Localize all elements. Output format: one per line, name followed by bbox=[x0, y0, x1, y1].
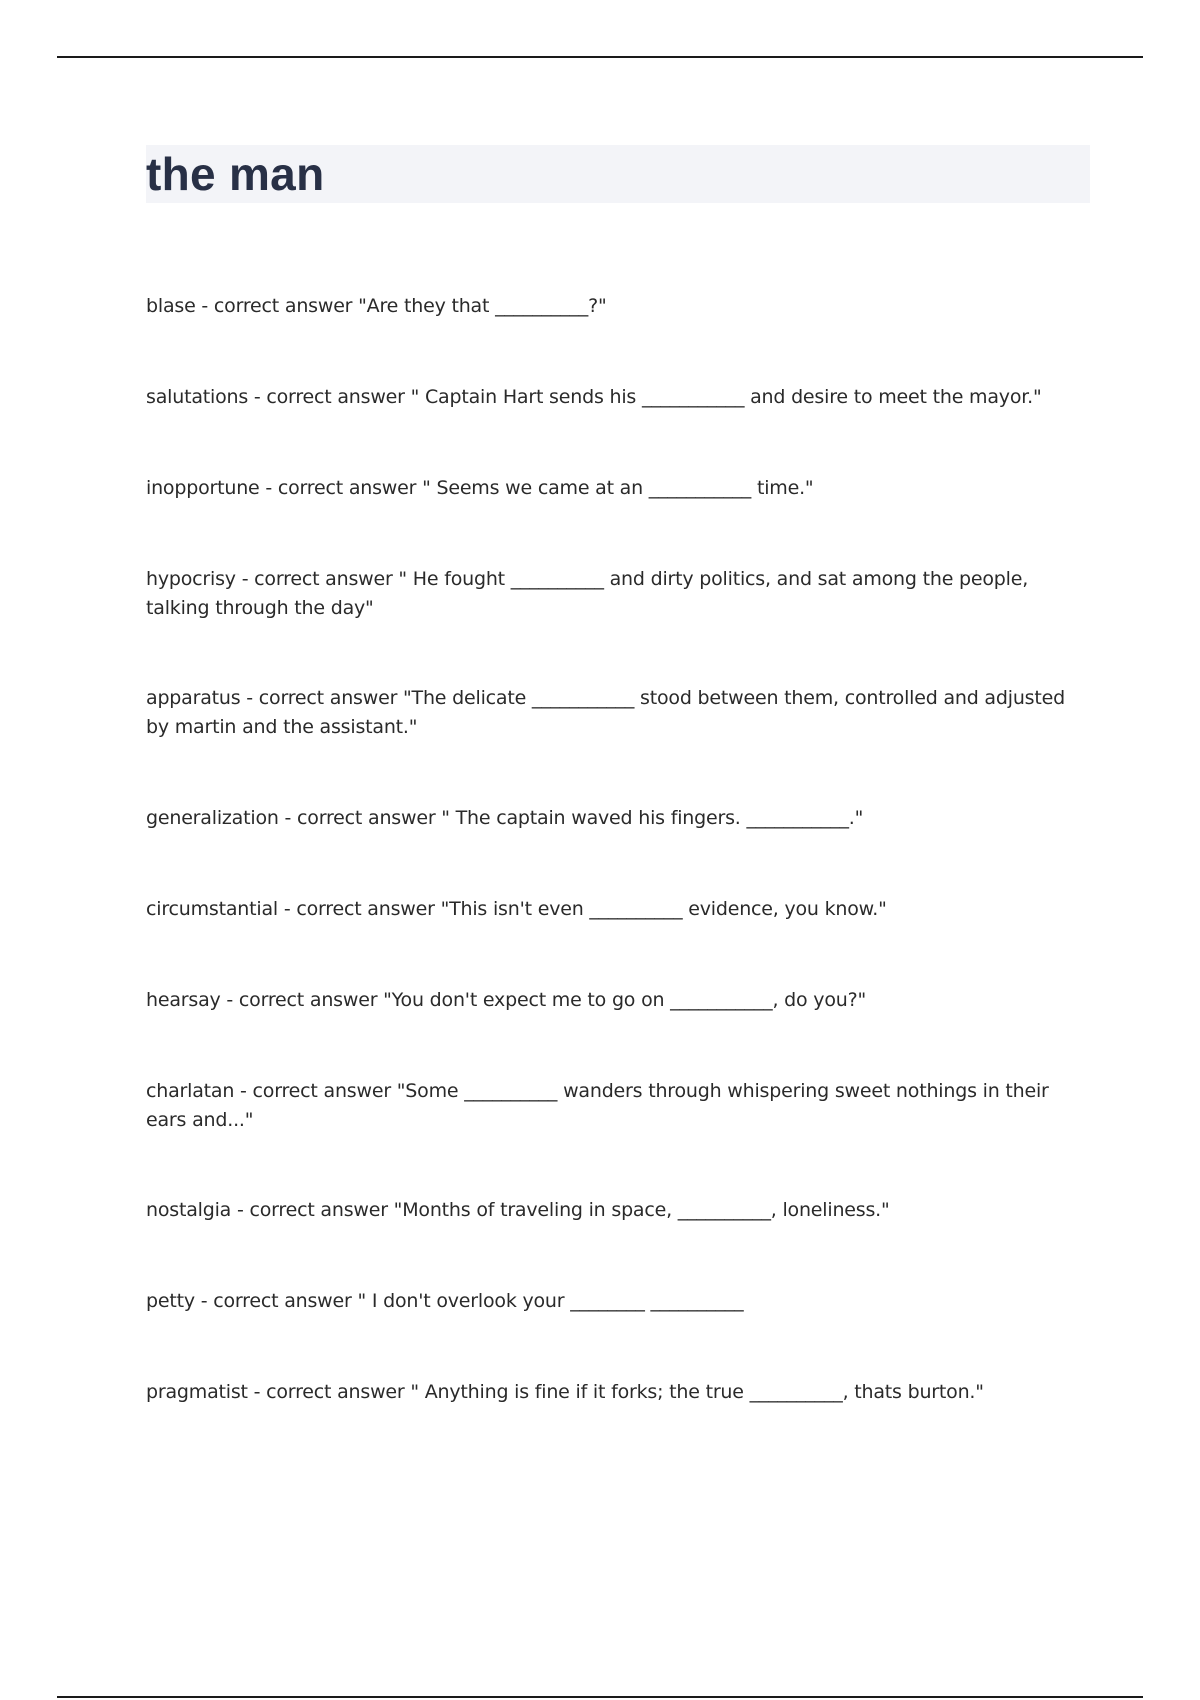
list-item: hearsay - correct answer "You don't expect me to go on ___________, do you?" bbox=[146, 989, 867, 1011]
list-item: inopportune - correct answer " Seems we came at an ___________ time." bbox=[146, 477, 814, 499]
list-item: circumstantial - correct answer "This isn't even __________ evidence, you know." bbox=[146, 898, 887, 920]
title-banner bbox=[146, 145, 1090, 203]
list-item: apparatus - correct answer "The delicate ___________ stood between them, controlled and adjusted by martin and the assistant." bbox=[146, 687, 1065, 738]
flashcard-list bbox=[146, 292, 1090, 1407]
list-item: generalization - correct answer " The captain waved his fingers. ___________." bbox=[146, 807, 864, 829]
page-title: the man bbox=[146, 148, 325, 200]
list-item: charlatan - correct answer "Some __________ wanders through whispering sweet nothings in their ears and..." bbox=[146, 1080, 1049, 1131]
bottom-rule bbox=[57, 1696, 1143, 1698]
list-item: blase - correct answer "Are they that __________?" bbox=[146, 295, 607, 317]
list-item: petty - correct answer " I don't overlook your ________ __________ bbox=[146, 1290, 744, 1312]
top-rule bbox=[57, 56, 1143, 58]
list-item: salutations - correct answer " Captain Hart sends his ___________ and desire to meet the mayor." bbox=[146, 386, 1042, 408]
list-item: nostalgia - correct answer "Months of traveling in space, __________, loneliness." bbox=[146, 1199, 890, 1221]
list-item: pragmatist - correct answer " Anything is fine if it forks; the true __________, thats burton." bbox=[146, 1381, 984, 1403]
list-item: hypocrisy - correct answer " He fought __________ and dirty politics, and sat among the people, talking through the day" bbox=[146, 568, 1029, 619]
